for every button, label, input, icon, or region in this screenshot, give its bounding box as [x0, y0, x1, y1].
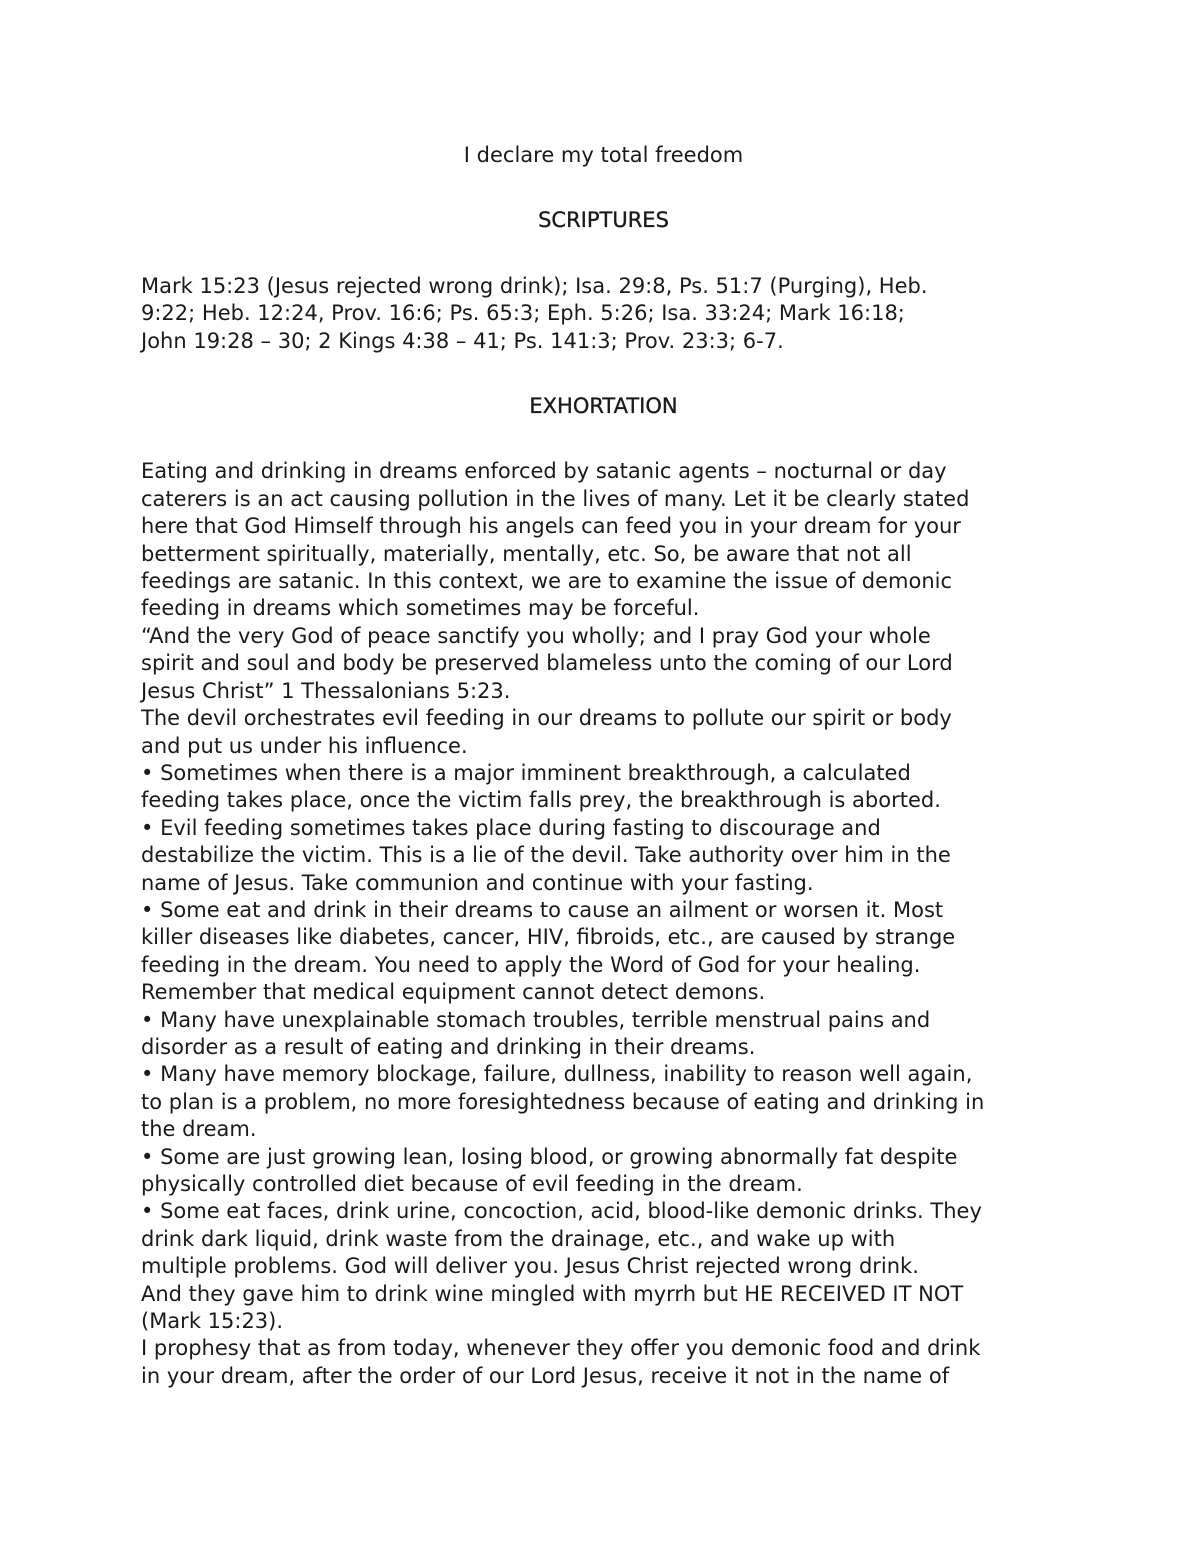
scriptures-heading: SCRIPTURES	[538, 208, 669, 233]
scriptures-references: Mark 15:23 (Jesus rejected wrong drink); Isa. 29:8, Ps. 51:7 (Purging), Heb. 9:22; Heb. 12:24, Prov. 16:6; Ps. 65:3; Eph. 5:26; Isa. 33:24; Mark 16:18; John 19:28 – 30; 2 Kings 4:38 – 41; Ps. 141:3; Prov. 23:3; 6-7.	[141, 273, 928, 353]
bullet-icon: •	[141, 815, 154, 840]
bullet-item-breakthrough	[141, 760, 1066, 815]
bullet-item-stomach	[141, 1007, 1066, 1062]
bullet-icon: •	[141, 1144, 154, 1169]
spacer	[141, 235, 1066, 273]
mark-paragraph: And they gave him to drink wine mingled with myrrh but HE RECEIVED IT NOT (Mark 15:23).	[141, 1281, 964, 1334]
document-title: I declare my total freedom	[463, 143, 744, 167]
document-content	[141, 142, 1066, 1390]
bullet-icon: •	[141, 1007, 154, 1032]
exhortation-heading: EXHORTATION	[529, 394, 678, 419]
scripture-quote: “And the very God of peace sanctify you wholly; and I pray God your whole spirit and soul and body be preserved blameless unto the coming of our Lord Jesus Christ” 1 Thessalonians 5:23.	[141, 623, 953, 703]
bullet-icon: •	[141, 897, 154, 922]
bullet-text: Sometimes when there is a major imminent breakthrough, a calculated feeding takes place, once the victim falls prey, the breakthrough is aborted.	[141, 760, 941, 813]
bullet-item-drinks	[141, 1198, 1066, 1280]
spacer	[141, 169, 1066, 207]
spacer	[141, 355, 1066, 393]
bullet-text: Some are just growing lean, losing blood, or growing abnormally fat despite physically controlled diet because of evil feeding in the dream.	[141, 1144, 958, 1196]
devil-paragraph: The devil orchestrates evil feeding in our dreams to pollute our spirit or body and put us under his influence.	[141, 706, 952, 758]
bullet-item-weight	[141, 1144, 1066, 1199]
bullet-text: Some eat faces, drink urine, concoction, acid, blood-like demonic drinks. They drink dark liquid, drink waste from the drainage, etc., and wake up with multiple problems. God will deliver you. Jesus Christ rejected wrong drink.	[141, 1199, 982, 1279]
bullet-icon: •	[141, 1199, 154, 1224]
spacer	[141, 420, 1066, 458]
bullet-text: Many have memory blockage, failure, dullness, inability to reason well again, to plan is a problem, no more foresightedness because of eating and drinking in the dream.	[141, 1062, 985, 1142]
bullet-item-memory	[141, 1061, 1066, 1143]
bullet-text: Evil feeding sometimes takes place during fasting to discourage and destabilize the victim. This is a lie of the devil. Take authority over him in the name of Jesus. Take communion and continue with your fasting.	[141, 815, 951, 895]
prophesy-paragraph: I prophesy that as from today, whenever they offer you demonic food and drink in your dream, after the order of our Lord Jesus, receive it not in the name of	[141, 1336, 981, 1388]
bullet-text: Some eat and drink in their dreams to cause an ailment or worsen it. Most killer diseases like diabetes, cancer, HIV, fibroids, etc., are caused by strange feeding in the dream. You need to apply the Word of God for your healing. Remember that medical equipment cannot detect demons.	[141, 897, 956, 1005]
intro-paragraph: Eating and drinking in dreams enforced by satanic agents – nocturnal or day caterers is an act causing pollution in the lives of many. Let it be clearly stated here that God Himself through his angels can feed you in your dream for your betterment spiritually, materially, mentally, etc. So, be aware that not all feedings are satanic. In this context, we are to examine the issue of demonic feeding in dreams which sometimes may be forceful.	[141, 459, 970, 621]
bullet-text: Many have unexplainable stomach troubles, terrible menstrual pains and disorder as a result of eating and drinking in their dreams.	[141, 1007, 931, 1059]
bullet-item-fasting	[141, 815, 1066, 897]
bullet-icon: •	[141, 1062, 154, 1087]
bullet-item-ailment	[141, 897, 1066, 1007]
bullet-icon: •	[141, 760, 154, 785]
